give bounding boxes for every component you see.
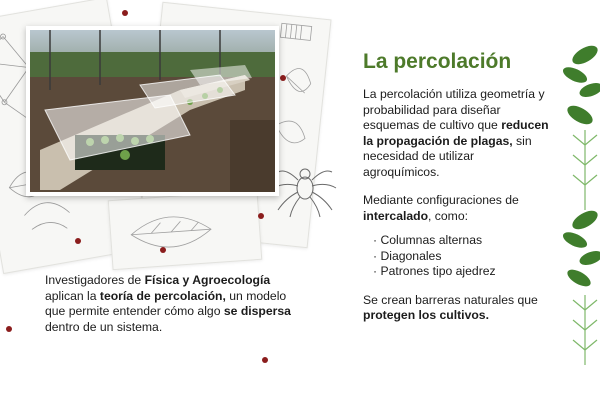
accent-dot: [160, 247, 166, 253]
intro-caption: [45, 273, 295, 335]
caption-text: Investigadores de: [45, 273, 145, 287]
paragraph-text: La percolación utiliza geometría y probabilidad para diseñar esquemas de cultivo que: [363, 87, 545, 132]
sketch-paper-leaf: [108, 190, 263, 270]
paragraph-1: [363, 87, 553, 180]
list-item: · Columnas alternas: [373, 233, 553, 249]
caption-bold: teoría de percolación,: [99, 288, 226, 303]
plant-leaves-icon: [555, 30, 600, 370]
paragraph-bold: reducen la propagación de plagas,: [363, 118, 549, 148]
greenhouse-photo-icon: [30, 30, 275, 192]
leaf-sketch-icon: [109, 191, 264, 271]
spider-sketch-icon: [270, 150, 340, 220]
page-title: La percolación: [363, 50, 512, 73]
caption-text: aplican la: [45, 288, 100, 303]
accent-dot: [258, 213, 264, 219]
paragraph-text: sin necesidad de utilizar agroquímicos.: [363, 133, 532, 179]
accent-dot: [6, 326, 12, 332]
accent-dot: [75, 238, 81, 244]
caption-text: un modelo que permite entender cómo algo: [45, 288, 287, 318]
list-item: · Patrones tipo ajedrez: [373, 264, 553, 280]
paragraph-2: [363, 193, 553, 224]
paragraph-bold: protegen los cultivos.: [363, 308, 489, 322]
paragraph-bold: intercalado: [363, 208, 429, 223]
paragraph-text: , como:: [428, 208, 468, 223]
body-text: [363, 87, 553, 337]
paragraph-text: Se crean barreras naturales que: [363, 292, 538, 307]
list-item: · Diagonales: [373, 249, 553, 265]
pattern-list: [373, 233, 553, 280]
accent-dot: [122, 10, 128, 16]
accent-dot: [280, 75, 286, 81]
caption-text: dentro de un sistema.: [45, 319, 163, 334]
caption-bold: Física y Agroecología: [144, 273, 271, 287]
accent-dot: [262, 357, 268, 363]
paragraph-text: Mediante configuraciones de: [363, 193, 519, 207]
greenhouse-photo: [26, 26, 279, 196]
paragraph-3: [363, 293, 553, 324]
caption-bold: se dispersa: [223, 304, 291, 318]
